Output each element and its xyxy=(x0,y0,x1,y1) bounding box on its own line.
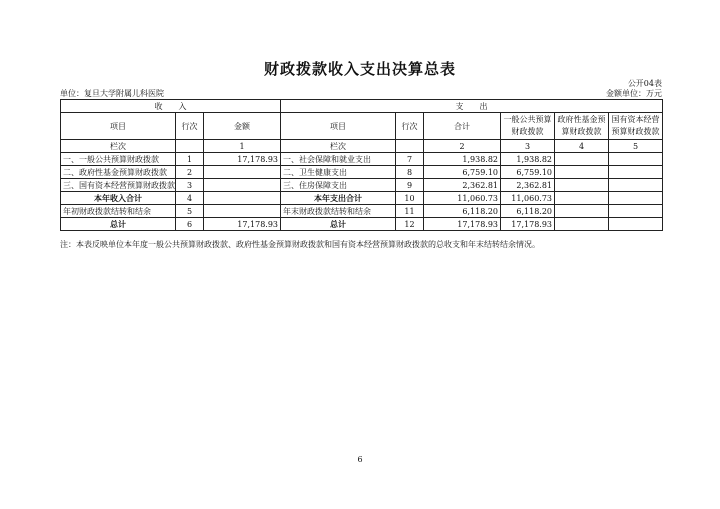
expense-total: 11,060.73 xyxy=(424,192,501,205)
income-item: 二、政府性基金预算财政拨款 xyxy=(61,166,176,179)
table-row xyxy=(61,205,663,218)
income-row-no: 5 xyxy=(176,205,204,218)
header-total: 合计 xyxy=(424,113,501,140)
header-row-no-expense: 行次 xyxy=(396,113,424,140)
col-4: 4 xyxy=(555,140,609,153)
col-2: 2 xyxy=(424,140,501,153)
income-row-no: 4 xyxy=(176,192,204,205)
income-amount xyxy=(204,179,281,192)
expense-row-no: 12 xyxy=(396,218,424,231)
header-item-expense: 项目 xyxy=(281,113,396,140)
expense-general: 1,938.82 xyxy=(501,153,555,166)
expense-item: 总计 xyxy=(281,218,396,231)
expense-general: 6,118.20 xyxy=(501,205,555,218)
header-item: 项目 xyxy=(61,113,176,140)
table-row xyxy=(61,179,663,192)
col-label-expense: 栏次 xyxy=(281,140,396,153)
expense-gov-fund xyxy=(555,153,609,166)
expense-total: 17,178.93 xyxy=(424,218,501,231)
expense-general: 2,362.81 xyxy=(501,179,555,192)
income-row-no: 2 xyxy=(176,166,204,179)
expense-gov-fund xyxy=(555,179,609,192)
expense-state-capital xyxy=(609,179,663,192)
expense-total: 1,938.82 xyxy=(424,153,501,166)
col-3: 3 xyxy=(501,140,555,153)
expense-item: 三、住房保障支出 xyxy=(281,179,396,192)
expense-gov-fund xyxy=(555,166,609,179)
header-state-capital: 国有资本经营预算财政拨款 xyxy=(609,113,663,140)
table-row-total xyxy=(61,218,663,231)
expense-row-no: 8 xyxy=(396,166,424,179)
unit-name: 单位：复旦大学附属儿科医院 xyxy=(60,89,164,98)
column-header-row xyxy=(61,113,663,140)
expense-general: 6,759.10 xyxy=(501,166,555,179)
expense-item: 本年支出合计 xyxy=(281,192,396,205)
expense-state-capital xyxy=(609,192,663,205)
expense-state-capital xyxy=(609,166,663,179)
income-row-no: 3 xyxy=(176,179,204,192)
expense-gov-fund xyxy=(555,205,609,218)
page-number: 6 xyxy=(357,455,363,464)
expense-total: 6,759.10 xyxy=(424,166,501,179)
income-amount: 17,178.93 xyxy=(204,218,281,231)
expense-row-no: 11 xyxy=(396,205,424,218)
income-item: 本年收入合计 xyxy=(61,192,176,205)
income-item: 总计 xyxy=(61,218,176,231)
income-amount xyxy=(204,205,281,218)
header-gov-fund: 政府性基金预算财政拨款 xyxy=(555,113,609,140)
col-empty-expense xyxy=(396,140,424,153)
income-row-no: 1 xyxy=(176,153,204,166)
header-general-budget: 一般公共预算财政拨款 xyxy=(501,113,555,140)
expense-item: 一、社会保障和就业支出 xyxy=(281,153,396,166)
col-label: 栏次 xyxy=(61,140,176,153)
expense-row-no: 10 xyxy=(396,192,424,205)
expense-gov-fund xyxy=(555,218,609,231)
expense-general: 17,178.93 xyxy=(501,218,555,231)
income-item: 一、一般公共预算财政拨款 xyxy=(61,153,176,166)
table-row xyxy=(61,153,663,166)
header-amount: 金额 xyxy=(204,113,281,140)
income-item: 三、国有资本经营预算财政拨款 xyxy=(61,179,176,192)
expense-item: 二、卫生健康支出 xyxy=(281,166,396,179)
table-note: 注：本表反映单位本年度一般公共预算财政拨款、政府性基金预算财政拨款和国有资本经营预算财政拨款的总收支和年末结转结余情况。 xyxy=(60,240,540,249)
income-amount: 17,178.93 xyxy=(204,153,281,166)
col-1: 1 xyxy=(204,140,281,153)
expense-row-no: 7 xyxy=(396,153,424,166)
expense-section-header: 支 出 xyxy=(281,100,663,113)
page-title: 财政拨款收入支出决算总表 xyxy=(263,60,456,78)
expense-state-capital xyxy=(609,218,663,231)
expense-gov-fund xyxy=(555,192,609,205)
income-item: 年初财政拨款结转和结余 xyxy=(61,205,176,218)
amount-unit: 金额单位：万元 xyxy=(606,89,662,98)
income-amount xyxy=(204,166,281,179)
income-row-no: 6 xyxy=(176,218,204,231)
income-amount xyxy=(204,192,281,205)
form-number: 公开04表 xyxy=(627,79,662,88)
header-row-no: 行次 xyxy=(176,113,204,140)
table-row xyxy=(61,166,663,179)
expense-general: 11,060.73 xyxy=(501,192,555,205)
expense-state-capital xyxy=(609,205,663,218)
table-row-subtotal xyxy=(61,192,663,205)
section-header-row xyxy=(61,100,663,113)
expense-total: 2,362.81 xyxy=(424,179,501,192)
col-5: 5 xyxy=(609,140,663,153)
col-empty xyxy=(176,140,204,153)
column-number-row xyxy=(61,140,663,153)
budget-summary-table xyxy=(60,99,663,231)
unit-row xyxy=(60,88,662,98)
expense-state-capital xyxy=(609,153,663,166)
income-section-header: 收 入 xyxy=(61,100,281,113)
expense-item: 年末财政拨款结转和结余 xyxy=(281,205,396,218)
expense-total: 6,118.20 xyxy=(424,205,501,218)
expense-row-no: 9 xyxy=(396,179,424,192)
